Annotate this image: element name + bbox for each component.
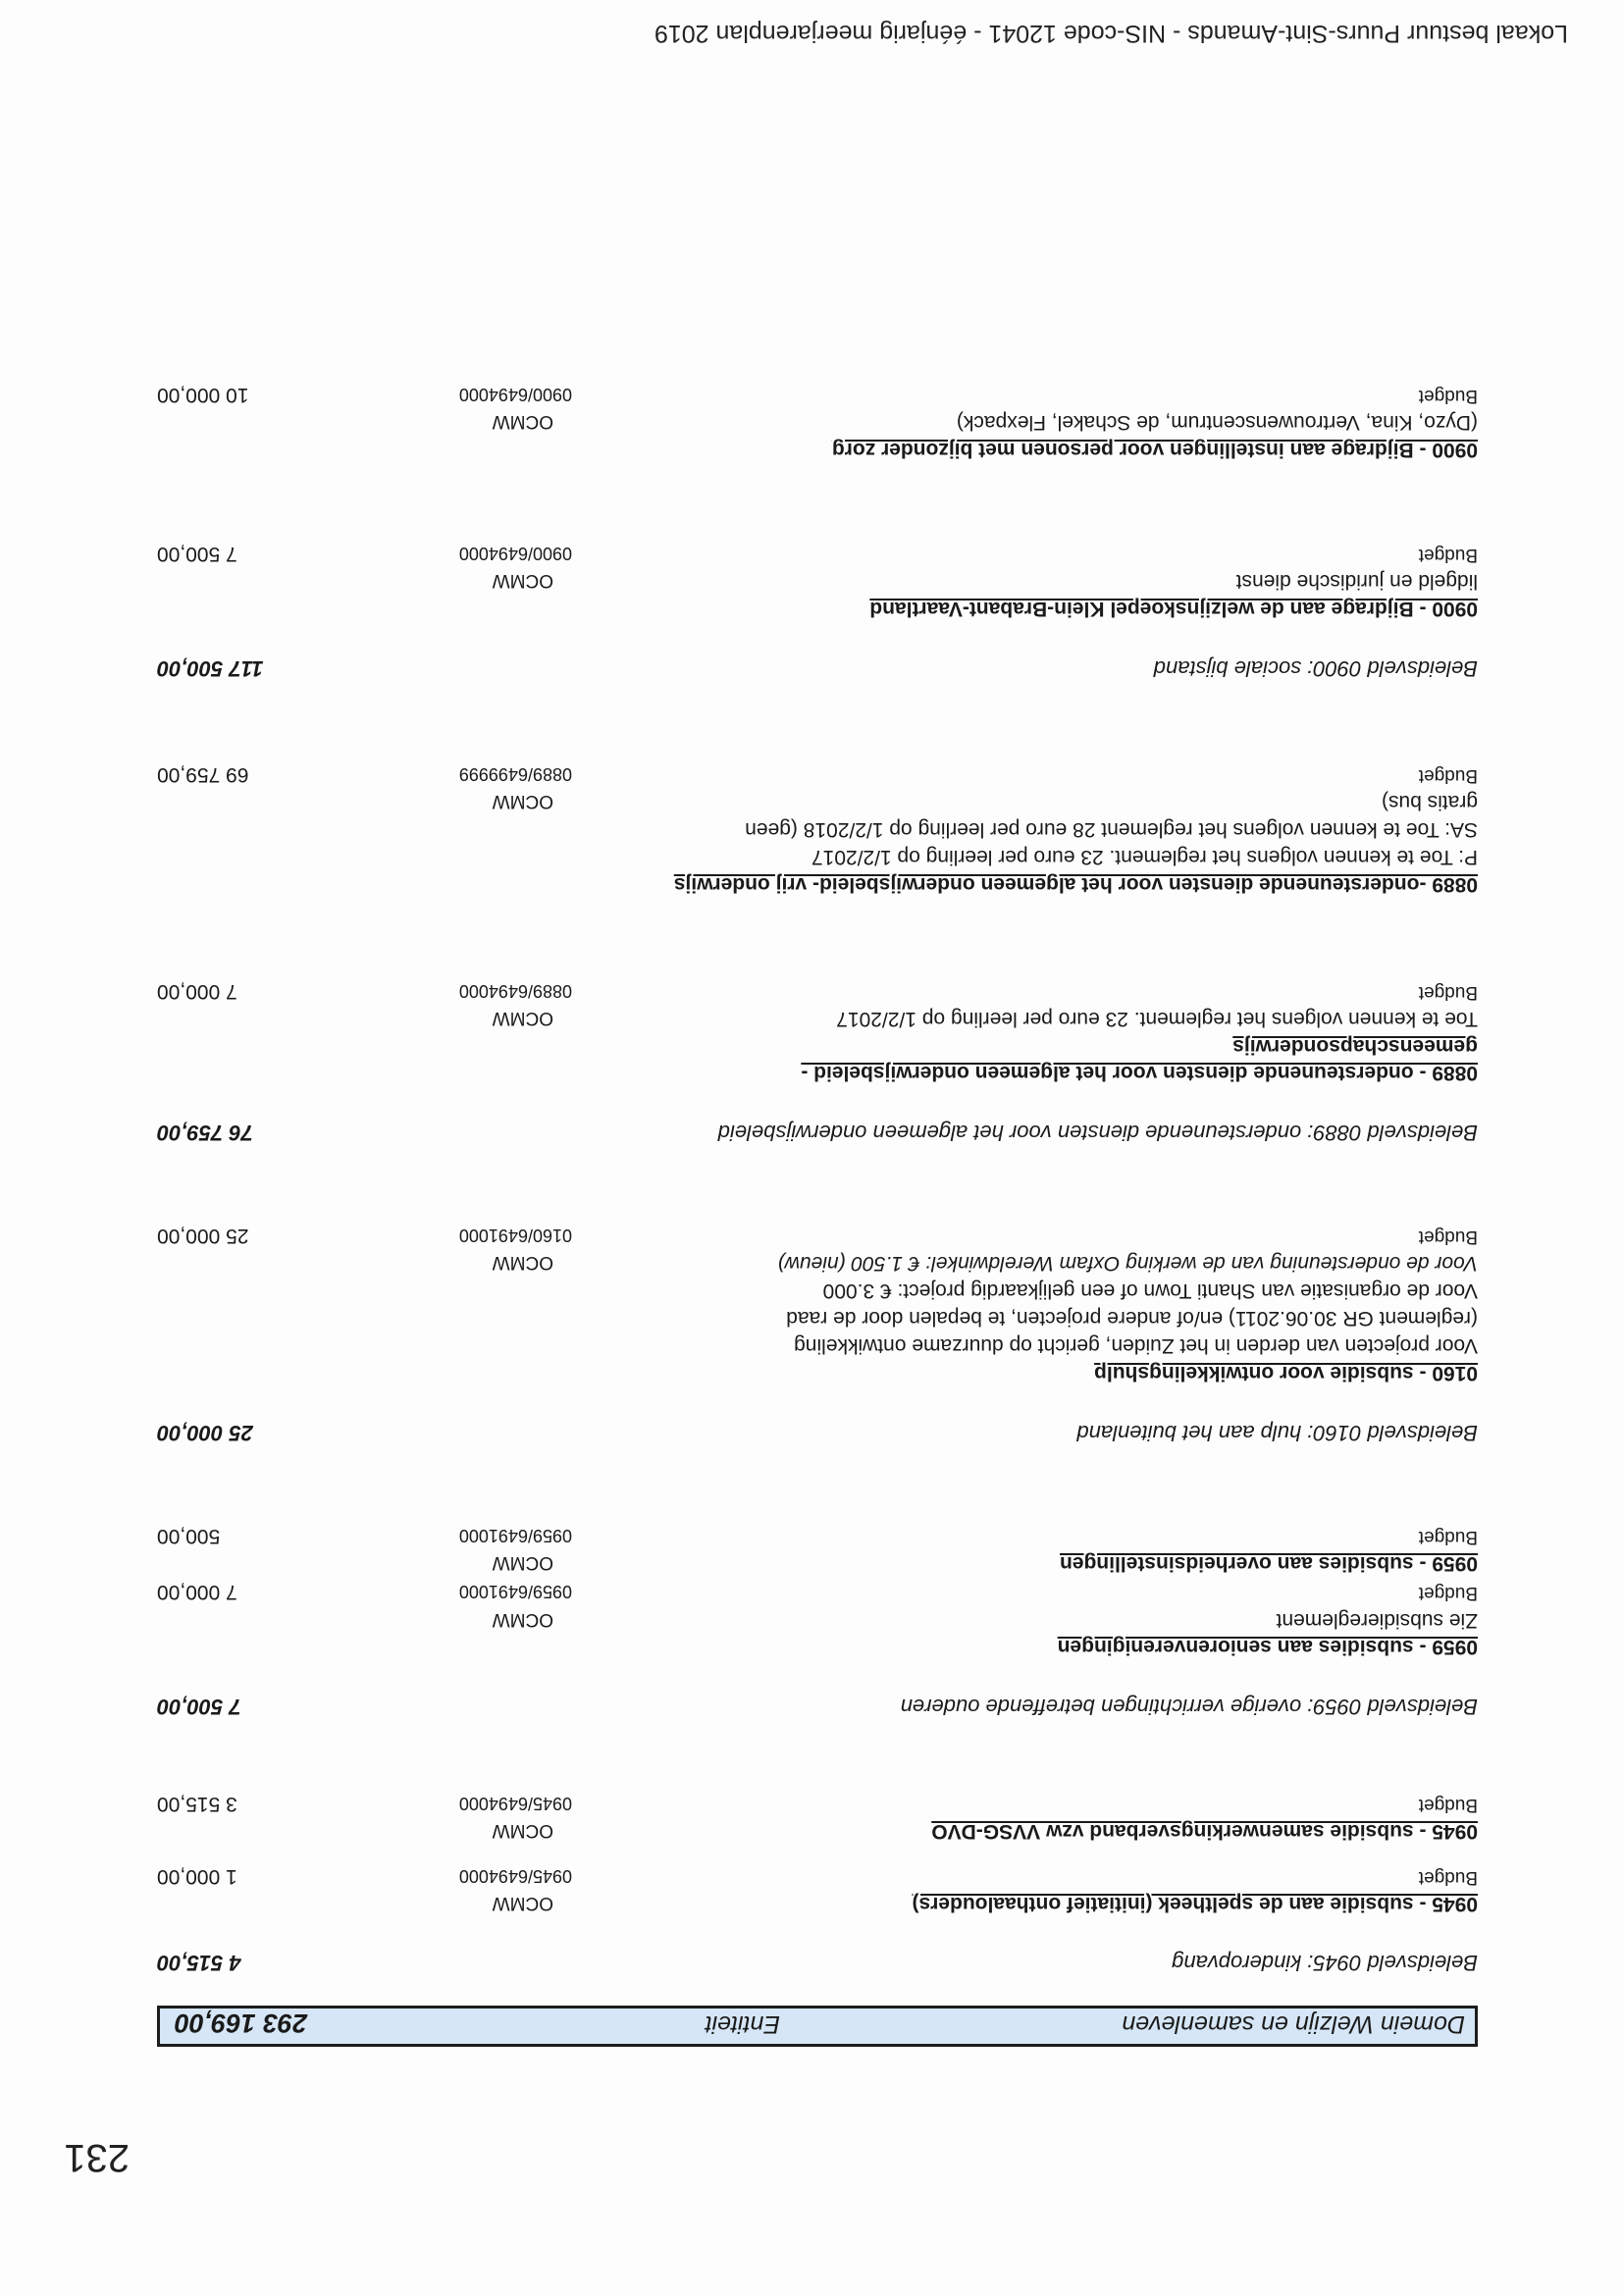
item-code: 0959/6491000 [458,1526,572,1545]
item-code: 0889/6494000 [458,981,572,1001]
item-entity: OCMW [492,1609,553,1630]
item-description: Voor de organisatie van Shanti Town of een gelijkaardig project: € 3.000 [822,1279,1478,1302]
item-entity: OCMW [492,1552,553,1573]
item-title: 0945 - subsidie aan de speltheek (initiatief onthaalouders) [912,1893,1478,1915]
beleidsveld-amount: 76 759,00 [157,1121,253,1145]
item-entity: OCMW [492,1008,553,1028]
item-amount: 25 000,00 [157,1225,249,1247]
item-code: 0900/6494000 [458,385,572,404]
item-entity: OCMW [492,791,553,811]
item-title: 0889 -ondersteunende diensten voor het algemeen onderwijsbeleid- vrij onderwijs [673,873,1478,896]
budget-label: Budget [1418,386,1478,406]
domain-banner [157,2006,1478,2047]
item-description: Voor projecten van derden in het Zuiden, gericht op duurzame ontwikkeling [794,1334,1478,1357]
item-title: 0900 - Bijdrage aan instellingen voor personen met bijzonder zorg [831,439,1478,461]
item-code: 0945/6494000 [458,1794,572,1813]
budget-label: Budget [1418,1583,1478,1603]
beleidsveld-title: Beleidsveld 0889: ondersteunende diensten voor het algemeen onderwijsbeleid [717,1121,1478,1145]
item-entity: OCMW [492,1820,553,1841]
item-amount: 3 515,00 [157,1793,237,1815]
item-entity: OCMW [492,570,553,591]
beleidsveld-title: Beleidsveld 0900: sociale bijstand [1153,656,1478,681]
beleidsveld-title: Beleidsveld 0945: kinderopvang [1172,1951,1478,1975]
item-description: Toe te kennen volgens het reglement. 23 euro per leerling op 1/2/2017 [836,1008,1478,1030]
item-description: (Dyzo, Kina, Vertrouwenscentrum, de Schakel, Flexpack) [956,411,1478,434]
item-title: 0959 - subsidies aan overheidsinstellingen [1060,1552,1478,1575]
beleidsveld-amount: 7 500,00 [157,1695,241,1719]
item-code: 0945/6494000 [458,1866,572,1886]
item-amount: 10 000,00 [157,384,249,406]
item-title: 0959 - subsidies aan seniorenverenigingen [1057,1636,1478,1658]
item-title: 0945 - subsidie samenwerkingsverband vzw VVSG-DVO [931,1820,1478,1843]
item-entity: OCMW [492,1252,553,1273]
budget-label: Budget [1418,982,1478,1003]
item-title: 0889 - ondersteunende diensten voor het algemeen onderwijsbeleid - [801,1062,1478,1084]
item-description: P: Toe te kennen volgens het reglement. 23 euro per leerling op 1/2/2017 [811,846,1478,868]
page-header: Lokaal bestuur Puurs-Sint-Amands - NIS-code 12041 - éénjarig meerjarenplan 2019 [654,20,1568,47]
item-amount: 1 000,00 [157,1865,237,1888]
item-description: lidgeld en juridische dienst [1235,570,1478,593]
item-amount: 500,00 [157,1525,221,1547]
item-description: (reglement GR 30.06.2011) en/of andere projecten, te bepalen door de raad [786,1307,1478,1330]
budget-label: Budget [1418,1867,1478,1888]
page-number: 231 [64,2136,130,2179]
item-entity: OCMW [492,1893,553,1913]
domain-title: Domein Welzijn en samenleven [1122,2010,1465,2038]
item-amount: 7 500,00 [157,543,237,565]
item-title: 0160 - subsidie voor ontwikkelingshulp [1094,1362,1478,1384]
item-code: 0900/6494000 [458,544,572,563]
budget-label: Budget [1418,1527,1478,1547]
item-code: 0889/6499999 [458,764,572,784]
item-title: 0900 - Bijdrage aan de welzijnskoepel Klein-Brabant-Vaartland [869,598,1478,620]
item-code: 0160/6491000 [458,1226,572,1245]
budget-label: Budget [1418,765,1478,786]
beleidsveld-title: Beleidsveld 0959: overige verrichtingen betreffende ouderen [900,1695,1478,1719]
beleidsveld-title: Beleidsveld 0160: hulp aan het buitenland [1076,1421,1478,1445]
item-entity: OCMW [492,411,553,432]
item-description: Zie subsidiereglement [1276,1609,1478,1632]
domain-entity-label: Entiteit [705,2010,780,2038]
item-title-continued: gemeenschapsonderwijs [1232,1035,1478,1058]
item-code: 0959/6491000 [458,1582,572,1601]
item-amount: 7 000,00 [157,980,237,1003]
item-description: SA: Toe te kennen volgens het reglement 28 euro per leerling op 1/2/2018 (geen [745,818,1478,841]
item-description: Voor de ondersteuning van de werking Oxfam Wereldwinkel: € 1.500 (nieuw) [777,1252,1478,1275]
item-amount: 69 759,00 [157,763,249,786]
budget-label: Budget [1418,1795,1478,1815]
budget-label: Budget [1418,545,1478,565]
item-amount: 7 000,00 [157,1581,237,1603]
beleidsveld-amount: 4 515,00 [157,1951,241,1975]
budget-label: Budget [1418,1226,1478,1247]
beleidsveld-amount: 117 500,00 [157,656,264,681]
item-description: gratis bus) [1381,791,1478,813]
domain-total: 293 169,00 [175,2009,308,2038]
beleidsveld-amount: 25 000,00 [157,1421,253,1445]
